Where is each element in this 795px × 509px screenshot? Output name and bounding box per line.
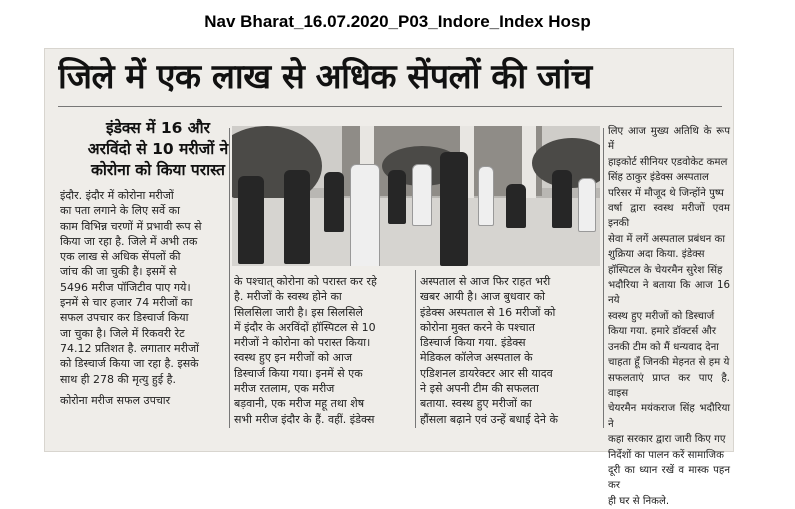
text-line: डिस्चार्ज किया गया. इंडेक्स	[420, 336, 526, 350]
text-line: हौंसला बढ़ाने एवं उन्हें बधाई देने के	[420, 412, 558, 426]
text-line: 5496 मरीज पॉजिटीव पाए गये।	[60, 280, 191, 294]
text-line: परिसर में मौजूद थे जिन्होंने पुष्प	[608, 187, 724, 199]
text-line: एडिशनल डायरेक्टर आर सी यादव	[420, 366, 553, 380]
text-line: है. मरीजों के स्वस्थ होने का	[234, 290, 342, 304]
text-line: सफलताएं प्राप्त कर पाए है. वाइस	[608, 372, 730, 399]
column-divider	[229, 128, 230, 428]
text-line: बताया. स्वस्थ हुए मरीजों का	[420, 397, 532, 411]
text-line: चेयरमैन मयंकराज सिंह भदौरिया ने	[608, 403, 730, 430]
text-line: भदौरिया ने बताया कि आज 16 नये	[608, 280, 730, 307]
headline: जिले में एक लाख से अधिक सेंपलों की जांच	[58, 57, 592, 97]
text-line: ने इसे अपनी टीम की सफलता	[420, 382, 539, 396]
text-line: शुक्रिया अदा किया. इंडेक्स	[608, 249, 705, 261]
text-line: एक लाख से अधिक सेंपलों की	[60, 250, 181, 264]
text-line: हाइकोर्ट सीनियर एडवोकेट कमल	[608, 156, 728, 168]
text-line: चाहता हूँ जिनकी मेहनत से हम ये	[608, 357, 730, 369]
subheadline	[58, 118, 258, 181]
text-line: इंडेक्स अस्पताल से 16 मरीजों को	[420, 305, 556, 319]
text-line: हॉस्पिटल के चेयरमैन सुरेश सिंह	[608, 264, 723, 276]
text-line: में इंदौर के अरविंदों हॉस्पिटल से 10	[234, 320, 376, 334]
text-line: 74.12 प्रतिशत है. लगातार मरीजों	[60, 341, 199, 355]
article-column-4	[608, 124, 730, 509]
text-line: जांच की जा चुकी है। इसमें से	[60, 265, 177, 279]
text-line: को डिस्चार्ज किया जा रहा है. इसके	[60, 357, 199, 371]
article-column-1	[60, 188, 226, 408]
text-line: वर्षा द्वारा स्वस्थ मरीजों एवम इनकी	[608, 203, 730, 230]
text-line: का पता लगाने के लिए सर्वे का	[60, 204, 180, 218]
text-line: किया गया. हमारे डॉक्टर्स और	[608, 326, 717, 338]
text-line: मेडिकल कॉलेज अस्पताल के	[420, 351, 533, 365]
text-line: कोरोना मुक्त करने के पश्चात	[420, 320, 535, 334]
text-line: इनमें से चार हजार 74 मरीजों का	[60, 296, 193, 310]
text-line: सेवा में लगें अस्पताल प्रबंधन का	[608, 233, 725, 245]
text-line: स्वस्थ हुए इन मरीजों को आज	[234, 351, 353, 365]
text-line: सिलसिला जारी है। इस सिलसिले	[234, 305, 364, 319]
text-line: मरीजों ने कोरोना को परास्त किया।	[234, 336, 371, 350]
text-line: कोरोना मरीज सफल उपचार	[60, 393, 171, 407]
news-photo	[232, 126, 600, 266]
column-divider	[603, 128, 604, 428]
text-line: साथ ही 278 की मृत्यु हुई है.	[60, 372, 177, 386]
clipping-caption: Nav Bharat_16.07.2020_P03_Indore_Index Hosp	[204, 12, 591, 31]
text-line: बड़वानी, एक मरीज महू तथा शेष	[234, 397, 365, 411]
text-line: खबर आयी है। आज बुधवार को	[420, 290, 545, 304]
article-column-3	[420, 274, 600, 427]
text-line: स्वस्थ हुए मरीजों को डिस्चार्ज	[608, 310, 715, 322]
article-column-2	[234, 274, 412, 427]
headline-rule	[58, 106, 722, 107]
text-line: मरीज रतलाम, एक मरीज	[234, 382, 335, 396]
text-line: किया जा रहा है. जिले में अभी तक	[60, 234, 198, 248]
text-line: सभी मरीज इंदौर के हैं. वहीं. इंडेक्स	[234, 412, 375, 426]
text-line: लिए आज मुख्य अतिथि के रूप में	[608, 126, 730, 153]
newspaper-clipping	[44, 48, 734, 507]
subheadline-line: कोरोना को किया परास्त	[91, 161, 225, 179]
subheadline-line: अरविंदो से 10 मरीजों ने	[87, 140, 229, 158]
text-line: दूरी का ध्यान रखें व मास्क पहन कर	[608, 464, 730, 492]
text-line: के पश्चात् कोरोना को परास्त कर रहे	[234, 275, 377, 288]
text-line: डिस्चार्ज किया गया। इनमें से एक	[234, 366, 363, 380]
text-line: उनकी टीम को मैं धन्यवाद देना	[608, 341, 719, 353]
text-line: जा चुका है। जिले में रिकवरी रेट	[60, 326, 185, 340]
text-line: निर्देशों का पालन करें सामाजिक	[608, 449, 724, 461]
text-line: सफल उपचार कर डिस्चार्ज किया	[60, 311, 189, 325]
text-line: कहा सरकार द्वारा जारी किए गए	[608, 434, 726, 446]
text-line: ही घर से निकले.	[608, 495, 670, 507]
text-line: इंदौर. इंदौर में कोरोना मरीजों	[60, 189, 174, 202]
column-divider	[415, 270, 416, 428]
subheadline-line: इंडेक्स में 16 और	[106, 119, 210, 137]
text-line: अस्पताल से आज फिर राहत भरी	[420, 275, 551, 288]
text-line: काम विभिन्न चरणों में प्रभावी रूप से	[60, 219, 202, 233]
text-line: सिंह ठाकुर इंडेक्स अस्पताल	[608, 172, 709, 184]
